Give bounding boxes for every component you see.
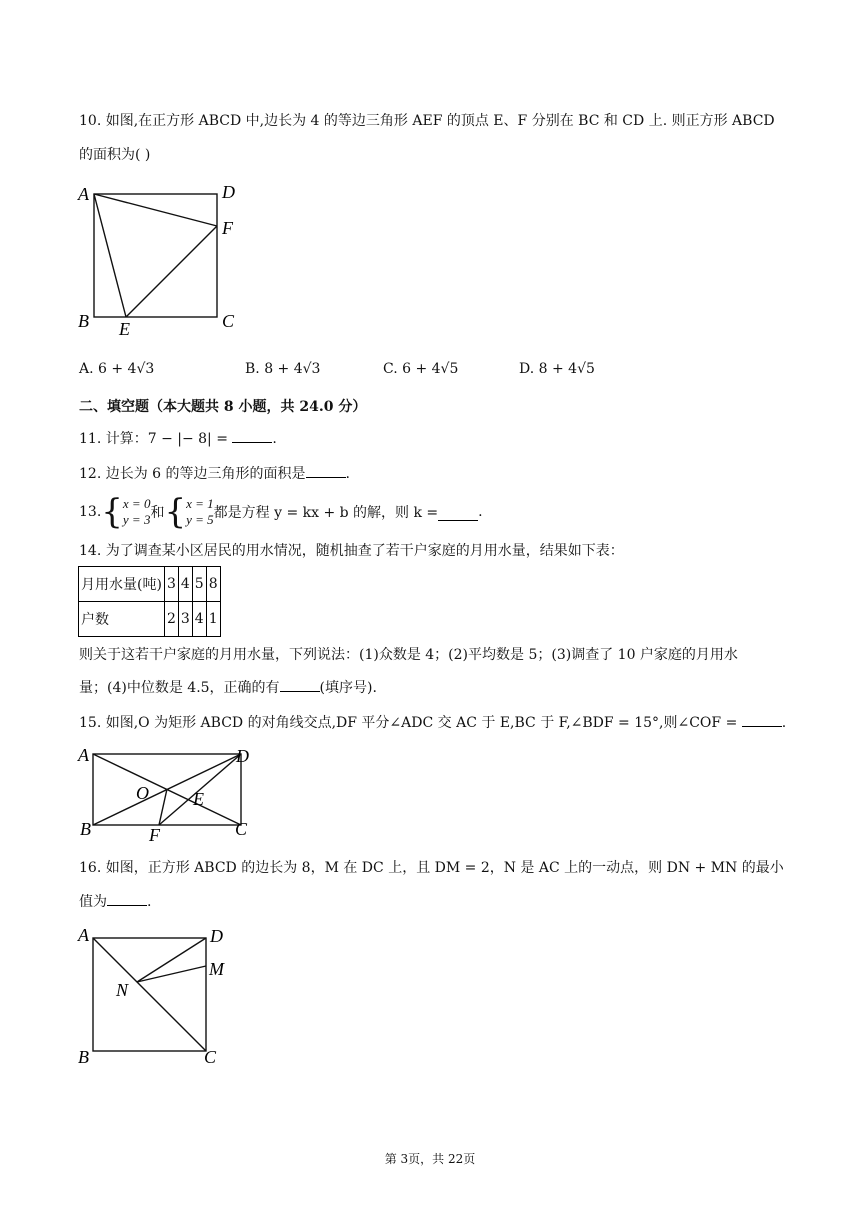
table-cell: 3: [164, 567, 178, 602]
q13-answer-blank: [438, 504, 478, 521]
q11-end: .: [272, 431, 277, 447]
q14-line1: 则关于这若干户家庭的月用水量，下列说法：(1)众数是 4；(2)平均数是 5；(3)调查了 10 户家庭的月用水: [79, 647, 738, 663]
q15-figure: [76, 743, 266, 843]
q16-figure: [76, 925, 246, 1070]
q13-system-2: [186, 496, 214, 528]
q15-label-B: B: [80, 819, 91, 839]
table-cell: 4: [178, 567, 192, 602]
q16-label-B: B: [78, 1047, 89, 1067]
table-cell: 4: [192, 602, 206, 637]
q13-system-2-bottom: y = 5: [186, 512, 214, 527]
table-header-cell: 户数: [79, 602, 165, 637]
q10-option-b: B. 8 + 4√3: [245, 361, 321, 377]
q10-figure: [74, 180, 254, 345]
q15-question: 15. 如图,O 为矩形 ABCD 的对角线交点,DF 平分∠ADC 交 AC 于 E,BC 于 F,∠BDF = 15°,则∠COF =: [79, 715, 742, 731]
q16-label-N: N: [116, 980, 129, 1000]
q13-brace-2: {: [164, 492, 187, 532]
q16-label-C: C: [204, 1047, 217, 1067]
q14-line2-start: 量；(4)中位数是 4.5，正确的有: [79, 680, 280, 696]
q13-system-1-bottom: y = 3: [122, 512, 151, 527]
table-cell: 2: [164, 602, 178, 637]
q15-label-D: D: [236, 746, 249, 766]
table-row: [79, 567, 221, 602]
table-cell: 3: [178, 602, 192, 637]
q10-label-A: A: [78, 184, 89, 204]
q13-brace-1: {: [101, 492, 123, 532]
table-row: [79, 602, 221, 637]
q12-text: 12. 边长为 6 的等边三角形的面积是: [79, 466, 306, 482]
q16-line1: 16. 如图，正方形 ABCD 的边长为 8，M 在 DC 上，且 DM = 2，N 是 AC 上的一动点，则 DN + MN 的最小: [79, 860, 784, 876]
q12-end: .: [345, 466, 350, 482]
q10-option-a: A. 6 + 4√3: [79, 361, 155, 377]
q14-intro: 14. 为了调查某小区居民的用水情况，随机抽查了若干户家庭的月用水量，结果如下表：: [79, 543, 624, 559]
q10-line2: 的面积为( ): [79, 147, 151, 163]
q15-text: [79, 712, 786, 734]
table-header-cell: 月用水量(吨): [79, 567, 165, 602]
q14-line2: [79, 677, 377, 699]
q16-end: .: [147, 894, 152, 910]
section-heading: 二、填空题（本大题共 8 小题，共 24.0 分）: [79, 399, 367, 415]
q10-option-d: D. 8 + 4√5: [519, 361, 595, 377]
q13-system-1-top: x = 0: [122, 496, 151, 511]
q16-label-D: D: [210, 926, 223, 946]
q16-label-M: M: [209, 959, 224, 979]
q10-label-C: C: [222, 311, 235, 331]
q13-and: 和: [150, 505, 165, 521]
q12-answer-blank: [306, 477, 346, 478]
q10-label-B: B: [78, 311, 89, 331]
q15-label-F: F: [149, 825, 160, 843]
q13-number: 13.: [79, 504, 102, 520]
q16-line2-start: 值为: [79, 894, 107, 910]
q13-system-1: [123, 496, 151, 528]
q14-line2-end: (填序号).: [319, 680, 377, 696]
q11-answer-blank: [232, 442, 272, 443]
q15-end: .: [781, 715, 787, 731]
q16-answer-blank: [107, 905, 147, 906]
q13: [79, 492, 483, 532]
q10-label-E: E: [119, 319, 130, 339]
q14-answer-blank: [280, 691, 320, 692]
q16-line2: [79, 891, 151, 913]
q10-option-c: C. 6 + 4√5: [383, 361, 459, 377]
q16-label-A: A: [78, 925, 89, 945]
q13-end: .: [478, 504, 483, 520]
table-cell: 1: [206, 602, 220, 637]
q15-label-A: A: [78, 745, 89, 765]
q15-label-C: C: [235, 819, 248, 839]
q10-label-F: F: [222, 218, 233, 238]
table-cell: 8: [206, 567, 220, 602]
q10-line1: 10. 如图,在正方形 ABCD 中,边长为 4 的等边三角形 AEF 的顶点 E、F 分别在 BC 和 CD 上. 则正方形 ABCD: [79, 113, 775, 129]
q15-label-O: O: [136, 783, 149, 803]
q11: [79, 428, 277, 448]
q13-system-2-top: x = 1: [186, 496, 214, 511]
q13-rest: 都是方程 y = kx + b 的解，则 k =: [213, 505, 439, 521]
q15-answer-blank: [742, 726, 782, 727]
q12: [79, 463, 350, 483]
q11-text: 11. 计算：7 − |− 8| =: [79, 431, 233, 447]
table-cell: 5: [192, 567, 206, 602]
q15-label-E: E: [193, 789, 204, 809]
water-usage-table: [78, 566, 221, 637]
q10-label-D: D: [222, 182, 235, 202]
page-footer: 第 3页，共 22页: [384, 1152, 476, 1166]
